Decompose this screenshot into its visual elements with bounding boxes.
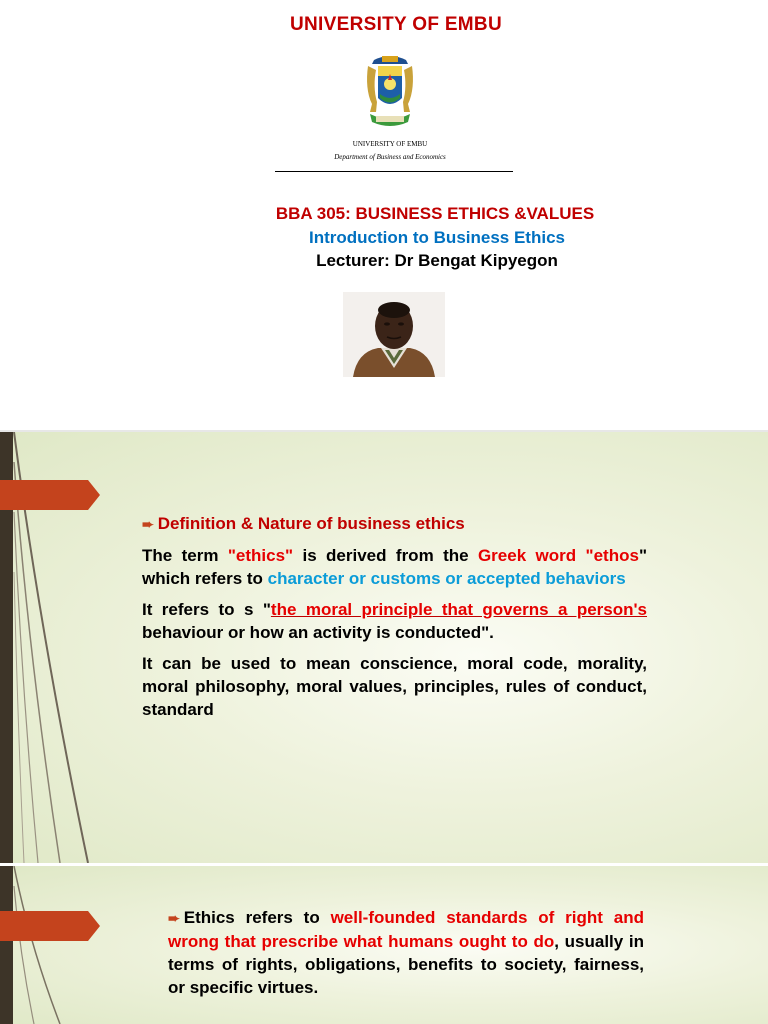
ethics-standards-slide xyxy=(0,866,768,1024)
slide-heading: ➨ Definition & Nature of business ethics xyxy=(142,514,465,533)
university-title: UNIVERSITY OF EMBU xyxy=(290,14,502,35)
accent-tab xyxy=(0,480,100,510)
university-crest-logo xyxy=(364,52,416,134)
divider-line xyxy=(275,171,513,172)
accent-tab xyxy=(0,911,100,941)
crest-caption: UNIVERSITY OF EMBU xyxy=(352,140,428,148)
paragraph-origin: The term "ethics" is derived from the Greek word "ethos" which refers to character or customs or accepted behaviors xyxy=(142,546,647,588)
paragraph-definition: ➨ Ethics refers to well-founded standards of right and wrong that prescribe what humans ought to do, usually in terms of rights, obligations, benefits to society, fairness, or specific virtues. xyxy=(168,908,645,997)
paragraph-meaning: It refers to s "the moral principle that governs a person's behaviour or how an activity is conducted". xyxy=(142,600,648,642)
lecturer-photo xyxy=(343,292,445,377)
definition-slide xyxy=(0,432,768,863)
paragraph-synonyms: It can be used to mean conscience, moral code, morality, moral philosophy, moral values, principles, rules of conduct, standard xyxy=(142,654,647,719)
title-slide xyxy=(0,0,768,432)
lecturer-name: Lecturer: Dr Bengat Kipyegon xyxy=(316,251,558,270)
lecture-subtitle: Introduction to Business Ethics xyxy=(309,228,565,247)
crest-subcaption: Department of Business and Economics xyxy=(334,153,446,161)
slide-body xyxy=(168,906,644,999)
course-title: BBA 305: BUSINESS ETHICS &VALUES xyxy=(275,204,595,223)
arrow-bullet-icon: ➨ xyxy=(142,516,154,532)
slide-body xyxy=(142,512,647,721)
decorative-stems xyxy=(0,866,120,1024)
arrow-bullet-icon: ➨ xyxy=(168,910,180,926)
